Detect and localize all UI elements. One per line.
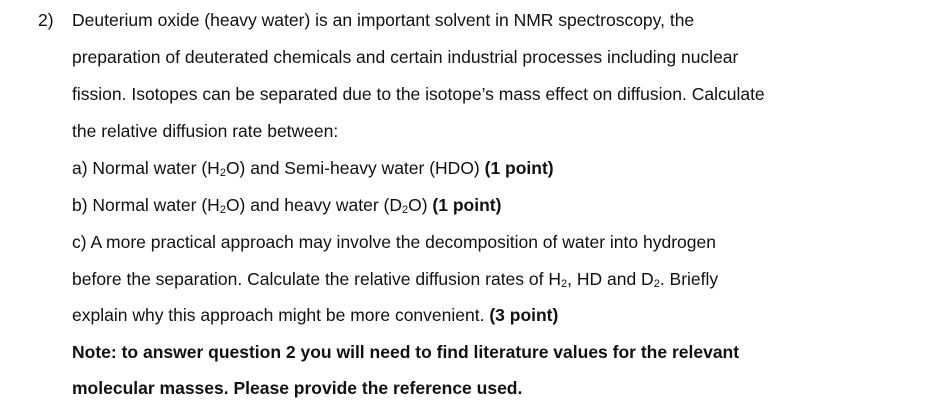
part-c-line-1: c) A more practical approach may involve the decomposition of water into hydrogen <box>72 232 716 252</box>
part-b-text-3: O) <box>408 195 433 215</box>
part-c-line-3 <box>72 304 558 326</box>
part-b-text-2: O) and heavy water (D <box>225 195 402 215</box>
part-b-text-1: b) Normal water (H <box>72 195 220 215</box>
part-b-subscript-1: 2 <box>219 204 226 216</box>
part-a <box>72 157 554 179</box>
part-c-line-2 <box>72 268 718 290</box>
intro-line-2: preparation of deuterated chemicals and certain industrial processes including nuclear <box>72 47 739 67</box>
part-c-line-2-text-2: , HD and D <box>567 269 654 289</box>
note-line-1: Note: to answer question 2 you will need to find literature values for the relevant <box>72 342 740 362</box>
part-a-text-2: O) and Semi-heavy water (HDO) <box>225 158 485 178</box>
part-c-line-2-text-1: before the separation. Calculate the relative diffusion rates of H <box>72 269 561 289</box>
intro-line-3: fission. Isotopes can be separated due to the isotope’s mass effect on diffusion. Calculate <box>72 84 765 104</box>
question-number: 2) <box>38 10 54 30</box>
part-c-line-2-text-3: . Briefly <box>659 269 719 289</box>
part-a-text-1: a) Normal water (H <box>72 158 220 178</box>
part-b-points: (1 point) <box>432 195 502 215</box>
part-c-line-3-text: explain why this approach might be more convenient. <box>72 305 490 325</box>
part-b-subscript-2: 2 <box>401 204 409 216</box>
part-c-line-2-subscript-2: 2 <box>653 278 660 290</box>
part-a-subscript-1: 2 <box>219 167 226 179</box>
part-a-points: (1 point) <box>484 158 554 178</box>
intro-line-1: Deuterium oxide (heavy water) is an important solvent in NMR spectroscopy, the <box>72 10 695 30</box>
note-line-2: molecular masses. Please provide the reference used. <box>72 378 523 398</box>
part-c-points: (3 point) <box>489 305 559 325</box>
intro-line-4: the relative diffusion rate between: <box>72 121 339 141</box>
part-c-line-2-subscript-1: 2 <box>561 278 568 290</box>
part-b <box>72 194 501 216</box>
